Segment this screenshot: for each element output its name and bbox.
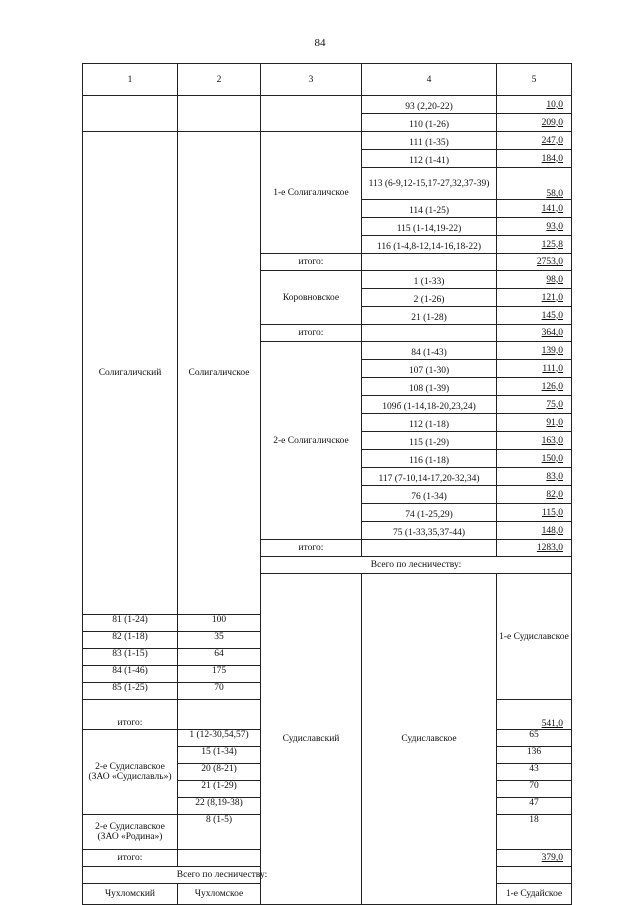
area-cell: 82,0 (497, 486, 572, 504)
quarter-cell: 21 (1-28) (362, 307, 497, 325)
subtotal-value: 2753,0 (497, 254, 572, 271)
quarter-cell: 2 (1-26) (362, 289, 497, 307)
quarter-cell: 22 (8,19-38) (178, 798, 261, 815)
district-cell: Солигаличский (83, 132, 178, 615)
area-cell: 98,0 (497, 271, 572, 289)
subtotal-label: итого: (83, 700, 178, 730)
subtotal-value: 379,0 (497, 850, 572, 867)
area-cell: 115,0 (497, 504, 572, 522)
area-cell: 70 (497, 781, 572, 798)
quarter-cell: 93 (2,20-22) (362, 96, 497, 114)
subdivision-cell: 2-е Судиславское (ЗАО «Родина») (83, 815, 178, 850)
area-cell: 121,0 (497, 289, 572, 307)
district-cell: Чухломский (83, 884, 178, 905)
area-cell: 163,0 (497, 432, 572, 450)
header-cell: 5 (497, 64, 572, 96)
table-row (83, 96, 572, 114)
subtotal-label: итого: (261, 540, 362, 557)
forestry-cell: Чухломское (178, 884, 261, 905)
subdivision-cell: 1-е Судайское (497, 884, 572, 905)
area-cell: 93,0 (497, 218, 572, 236)
empty-cell (497, 867, 572, 884)
area-cell: 136 (497, 747, 572, 764)
page-number: 84 (314, 37, 326, 49)
header-row (83, 64, 572, 96)
district-cell: Судиславский (261, 574, 362, 905)
area-cell: 184,0 (497, 150, 572, 168)
empty-cell (178, 850, 261, 867)
area-cell: 100 (178, 615, 261, 632)
area-cell: 64 (178, 649, 261, 666)
quarter-cell: 110 (1-26) (362, 114, 497, 132)
subdivision-cell: 1-е Солигаличское (261, 132, 362, 254)
quarter-cell: 116 (1-4,8-12,14-16,18-22) (362, 236, 497, 254)
area-cell: 47 (497, 798, 572, 815)
quarter-cell: 83 (1-15) (83, 649, 178, 666)
quarter-cell: 117 (7-10,14-17,20-32,34) (362, 468, 497, 486)
area-cell: 91,0 (497, 414, 572, 432)
quarter-cell: 84 (1-43) (362, 342, 497, 360)
table-row (83, 132, 572, 150)
forestry-cell: Судиславское (362, 574, 497, 905)
area-cell: 83,0 (497, 468, 572, 486)
grand-total-label: Всего по лесничеству: (261, 557, 572, 574)
subdivision-cell: 2-е Судиславское (ЗАО «Судиславль») (83, 730, 178, 815)
quarter-cell: 112 (1-18) (362, 414, 497, 432)
empty-cell (362, 325, 497, 342)
subdivision-cell: Коровновское (261, 271, 362, 325)
subtotal-label: итого: (261, 254, 362, 271)
header-cell: 3 (261, 64, 362, 96)
quarter-cell: 116 (1-18) (362, 450, 497, 468)
subdivision-cell: 1-е Судиславское (497, 574, 572, 700)
quarter-cell: 1 (1-33) (362, 271, 497, 289)
quarter-cell: 109б (1-14,18-20,23,24) (362, 396, 497, 414)
quarter-cell: 82 (1-18) (83, 632, 178, 649)
area-cell: 145,0 (497, 307, 572, 325)
area-cell: 150,0 (497, 450, 572, 468)
area-cell: 126,0 (497, 378, 572, 396)
header-cell: 2 (178, 64, 261, 96)
subtotal-value: 541,0 (497, 700, 572, 730)
quarter-cell: 113 (6-9,12-15,17-27,32,37-39) (362, 168, 497, 200)
quarter-cell: 8 (1-5) (178, 815, 261, 850)
area-cell: 43 (497, 764, 572, 781)
area-cell: 58,0 (497, 168, 572, 200)
empty-cell (261, 96, 362, 132)
grand-total-label: Всего по лесничеству: (83, 867, 362, 884)
area-cell: 10,0 (497, 96, 572, 114)
area-cell: 148,0 (497, 522, 572, 540)
area-cell: 175 (178, 666, 261, 683)
area-cell: 141,0 (497, 200, 572, 218)
forestry-cell: Солигаличское (178, 132, 261, 615)
subtotal-label: итого: (261, 325, 362, 342)
area-cell: 139,0 (497, 342, 572, 360)
empty-cell (178, 96, 261, 132)
quarter-cell: 84 (1-46) (83, 666, 178, 683)
area-cell: 209,0 (497, 114, 572, 132)
grand-total-row (83, 867, 572, 884)
subtotal-value: 1283,0 (497, 540, 572, 557)
area-cell: 247,0 (497, 132, 572, 150)
quarter-cell: 21 (1-29) (178, 781, 261, 798)
area-cell: 111,0 (497, 360, 572, 378)
empty-cell (178, 700, 261, 730)
area-cell: 18 (497, 815, 572, 850)
empty-cell (83, 96, 178, 132)
quarter-cell: 114 (1-25) (362, 200, 497, 218)
quarter-cell: 20 (8-21) (178, 764, 261, 781)
header-cell: 4 (362, 64, 497, 96)
subtotal-value: 364,0 (497, 325, 572, 342)
quarter-cell: 115 (1-14,19-22) (362, 218, 497, 236)
subdivision-cell: 2-е Солигаличское (261, 342, 362, 540)
quarter-cell: 15 (1-34) (178, 747, 261, 764)
quarter-cell: 74 (1-25,29) (362, 504, 497, 522)
quarter-cell: 81 (1-24) (83, 615, 178, 632)
area-cell: 70 (178, 683, 261, 700)
forest-plots-table (82, 63, 572, 905)
quarter-cell: 111 (1-35) (362, 132, 497, 150)
quarter-cell: 75 (1-33,35,37-44) (362, 522, 497, 540)
area-cell: 35 (178, 632, 261, 649)
area-cell: 125,8 (497, 236, 572, 254)
quarter-cell: 108 (1-39) (362, 378, 497, 396)
subtotal-label: итого: (83, 850, 178, 867)
empty-cell (362, 254, 497, 271)
quarter-cell: 115 (1-29) (362, 432, 497, 450)
header-cell: 1 (83, 64, 178, 96)
empty-cell (362, 540, 497, 557)
quarter-cell: 112 (1-41) (362, 150, 497, 168)
quarter-cell: 1 (12-30,54,57) (178, 730, 261, 747)
area-cell: 65 (497, 730, 572, 747)
quarter-cell: 85 (1-25) (83, 683, 178, 700)
quarter-cell: 76 (1-34) (362, 486, 497, 504)
quarter-cell: 107 (1-30) (362, 360, 497, 378)
area-cell: 75,0 (497, 396, 572, 414)
